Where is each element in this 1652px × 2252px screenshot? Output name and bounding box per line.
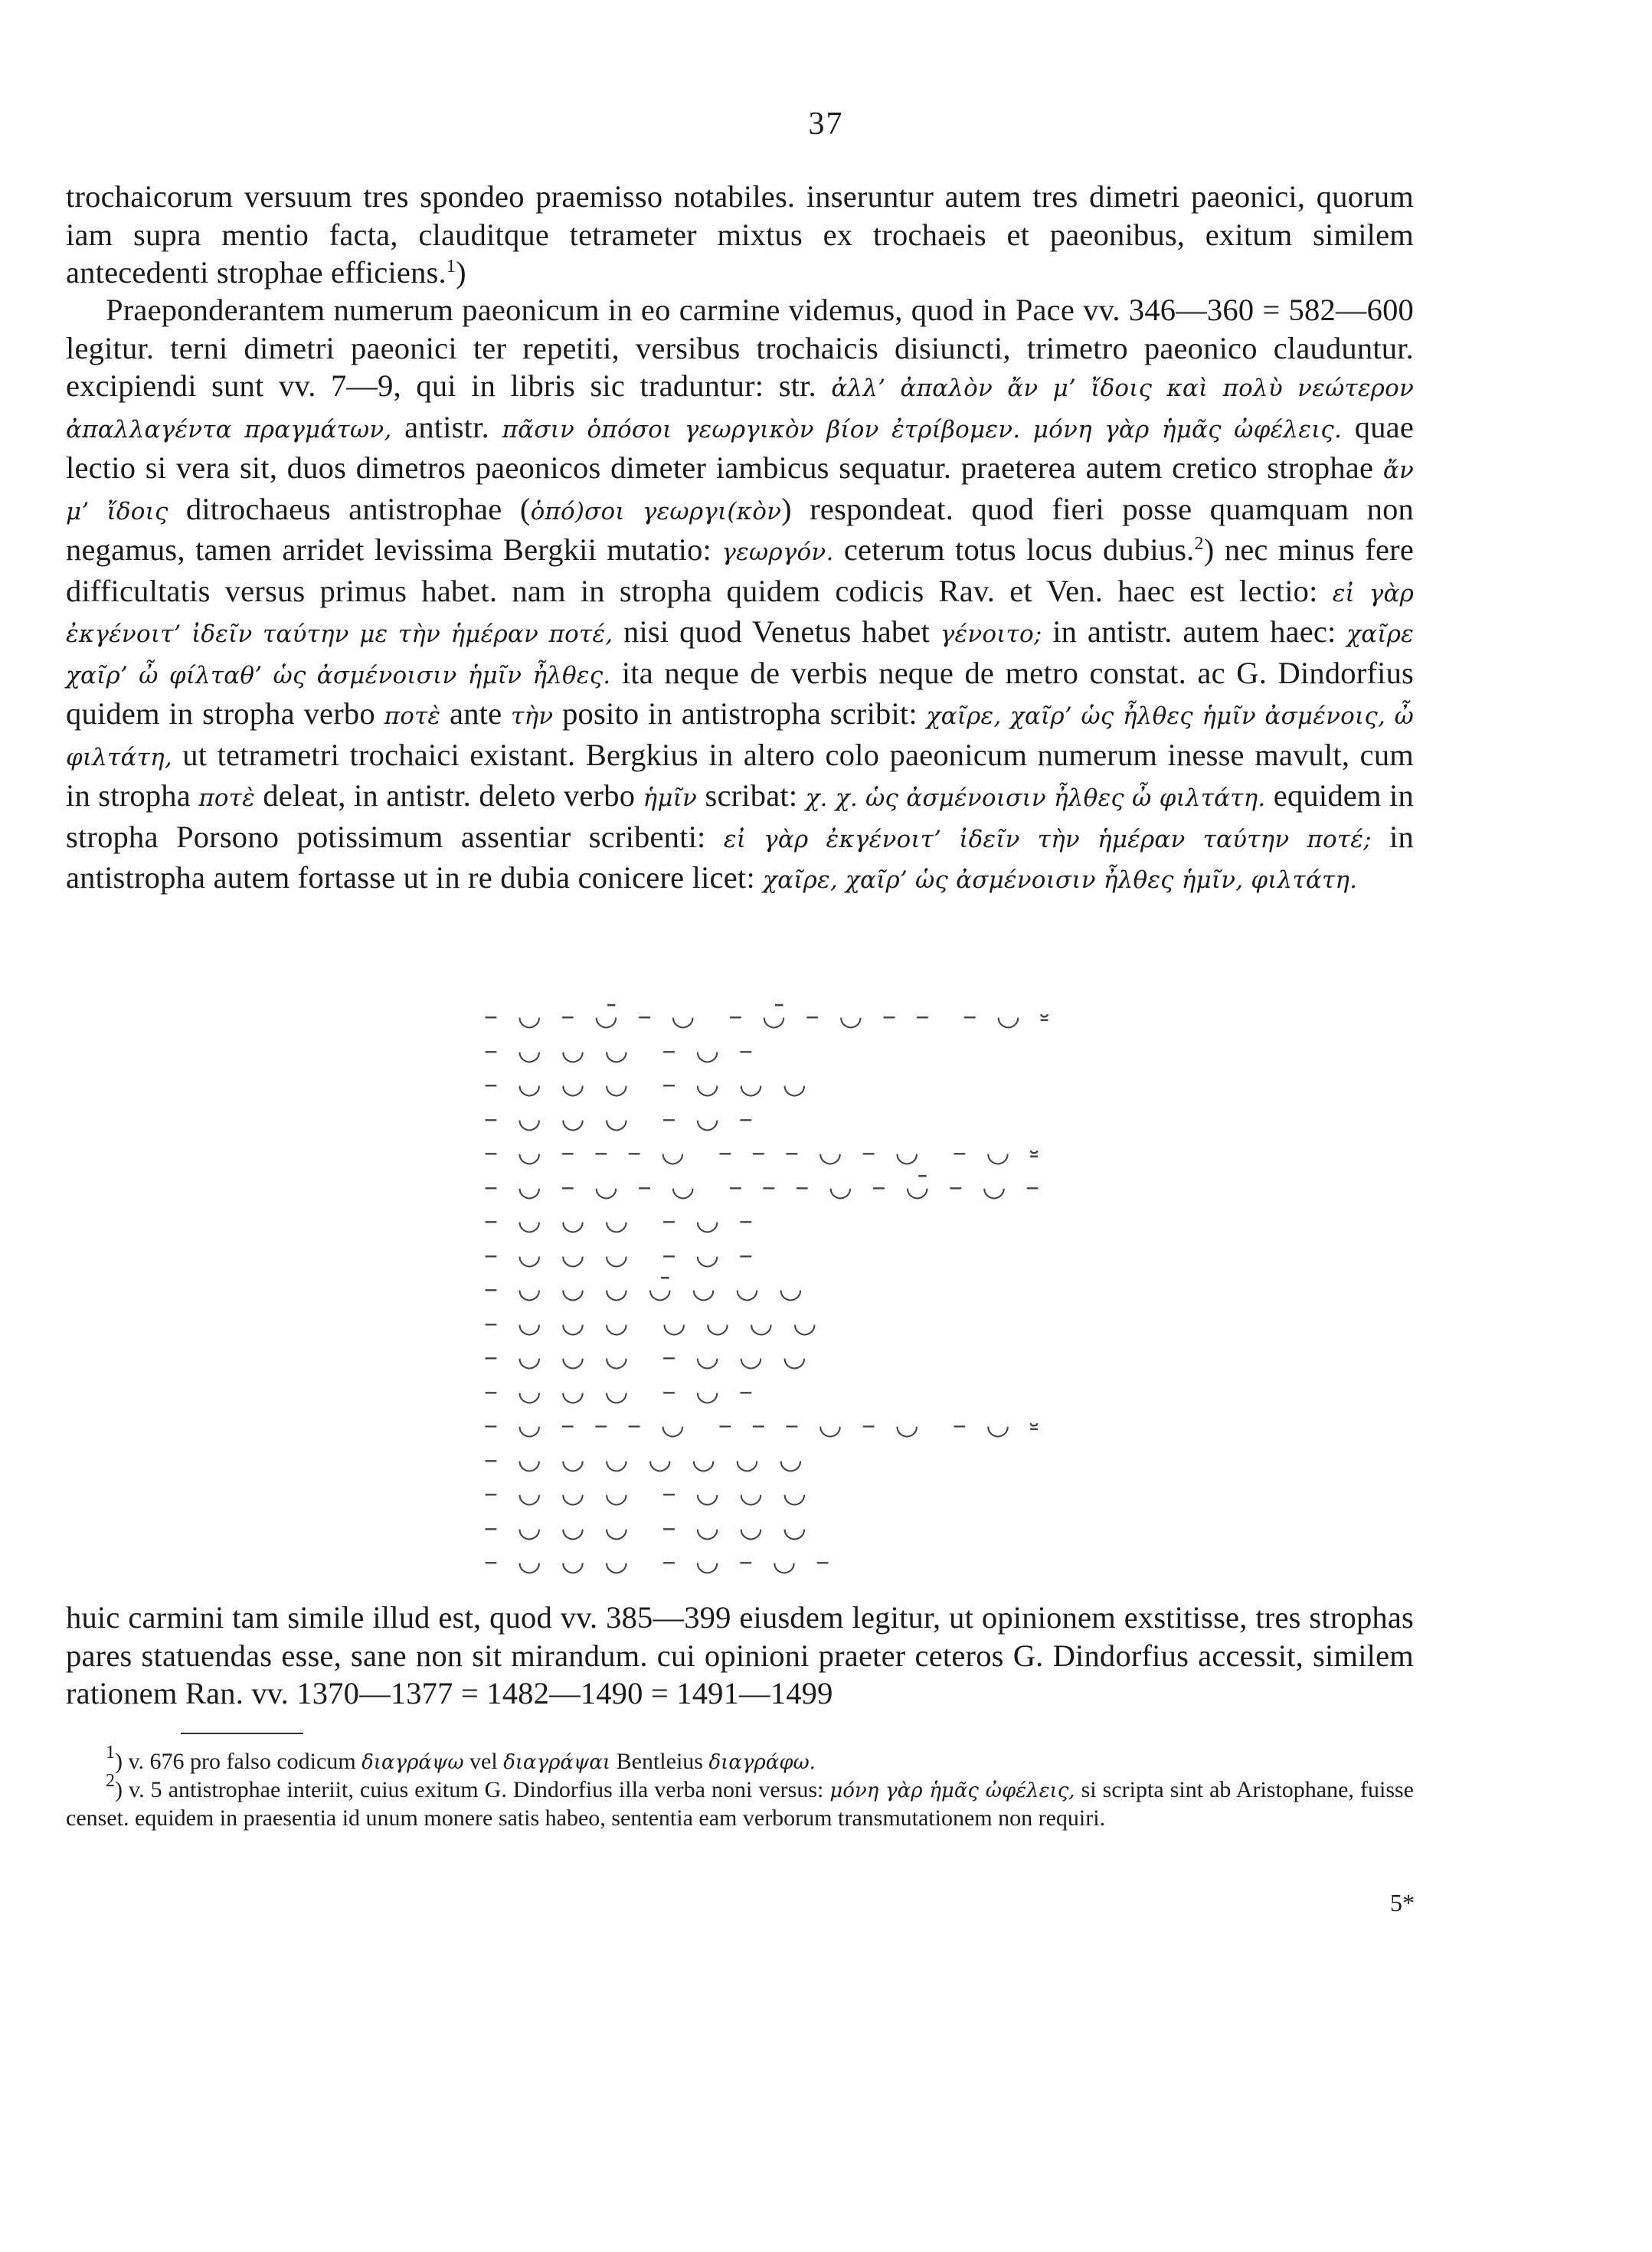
text-run: equidem in stropha Porsono potissimum assentiar scribenti: — [66, 778, 1414, 854]
text-run: quae lectio si vera sit, duos dimetros paeonicos dimeter iambicus sequatur. praeterea autem cretico strophae — [66, 409, 1415, 485]
text-run: antistr. — [391, 409, 502, 444]
greek-quotation: ἀλλ’ ἀπαλὸν ἄν μ’ ἴδοις καὶ πολὺ νεώτερον ἀπαλλαγέντα πραγμάτων, — [66, 375, 1414, 444]
text-run: ) nec minus fere difficultatis versus primus habet. nam in stropha quidem codicis Rav. et Ven. haec est lectio: — [66, 532, 1414, 608]
text-run: Bentleius — [610, 1749, 709, 1774]
page-number: 37 — [808, 106, 844, 142]
scheme-line: – ◡ ◡ ◡ – ◡ – — [484, 1102, 758, 1134]
scheme-line: – ◡ – ◡ – ◡ – – – ◡ – ◡̄ – ◡ – — [484, 1170, 1045, 1203]
text-run: trochaicorum versuum tres spondeo praemisso notabiles. inseruntur autem tres dimetri paeonici, quorum iam supra mentio facta, clauditque tetrameter mixtus ex trochaeis et paeonibus, exitum similem antecedenti strophae efficiens. — [66, 179, 1414, 290]
paragraph-1 — [66, 178, 1414, 292]
text-run: ) respondeat. quod fieri posse quamquam non negamus, tamen arridet levissima Bergkii mutatio: — [66, 491, 1414, 567]
text-run: Praeponderantem numerum paeonicum in eo carmine videmus, quod in Pace vv. 346—360 = 582—600 legitur. terni dimetri paeonici ter repetiti, versibus trochaicis disiuncti, trimetro paeonico clauduntur. excipiendi sunt vv. 7—9, qui in libris sic traduntur: str. — [66, 293, 1414, 403]
greek-quotation: χ. χ. ὡς ἀσμένοισιν ἦλθες ὦ φιλτάτη. — [805, 784, 1266, 812]
footnotes — [66, 1743, 1414, 1832]
scheme-line: – ◡ ◡ ◡ – ◡ – ◡ – — [484, 1546, 836, 1577]
signature-mark: 5* — [1390, 1889, 1415, 1916]
footnote-marker: 1 — [106, 1743, 115, 1763]
greek-quotation: χαῖρε, χαῖρ’ ὡς ἀσμένοισιν ἦλθες ἡμῖν, φιλτάτη. — [763, 866, 1358, 894]
text-run: in antistr. autem haec: — [1042, 614, 1347, 649]
greek-quotation: εἰ γὰρ ἐκγένοιτ’ ἰδεῖν ταύτην με τὴν ἡμέραν ποτέ, — [66, 579, 1415, 648]
text-run: ) — [456, 255, 466, 290]
greek-quotation: εἰ γὰρ ἐκγένοιτ’ ἰδεῖν τὴν ἡμέραν ταύτην ποτέ; — [723, 825, 1372, 853]
text-run: ante — [440, 696, 512, 731]
greek-quotation: ὁπό)σοι γεωργι(κὸν — [530, 497, 782, 525]
text-run: ditrochaeus antistrophae ( — [168, 491, 531, 526]
text-run: deleat, in antistr. deleto verbo — [254, 778, 643, 813]
text-run: nisi quod Venetus habet — [613, 614, 940, 649]
paragraph-2 — [66, 291, 1414, 900]
scheme-line: – ◡ ◡ ◡ ◡̄ ◡ ◡ ◡ — [484, 1273, 808, 1304]
paragraph-2-text — [66, 291, 1414, 900]
greek-quotation: γένοιτο; — [940, 620, 1042, 648]
paragraph-3-text — [66, 1599, 1414, 1713]
paragraph-1-text — [66, 178, 1414, 292]
text-run: ut tetrametri trochaici existant. Bergkius in altero colo paeonicum numerum inesse mavult, cum in stropha — [66, 737, 1414, 813]
scheme-line: – ◡ – – – ◡ – – – ◡ – ◡ – ◡ ⏓ — [484, 1137, 1045, 1168]
metrical-scheme — [484, 1000, 1173, 1579]
scheme-line: – ◡ ◡ ◡ – ◡ – — [484, 1034, 758, 1066]
scheme-line: – ◡ ◡ ◡ – ◡ – — [484, 1239, 758, 1271]
footnote-marker: 2 — [106, 1771, 115, 1791]
text-run: ) v. 676 pro falso codicum — [115, 1749, 362, 1774]
footnote-marker: 2 — [1194, 534, 1204, 554]
text-run: si scripta sint ab Aristophane, fuisse censet. equidem in praesentia id unum monere satis habeo, sententia eam verborum transmutationem non requiri. — [66, 1777, 1414, 1831]
footnote-2 — [66, 1771, 1414, 1832]
scheme-line: – ◡ ◡ ◡ ◡ ◡ ◡ ◡ — [484, 1443, 808, 1475]
scheme-line: – ◡ ◡ ◡ – ◡ ◡ ◡ — [484, 1511, 813, 1543]
scheme-line: – ◡ ◡ ◡ – ◡ ◡ ◡ — [484, 1341, 813, 1373]
text-run: ceterum totus locus dubius. — [833, 532, 1195, 567]
greek-quotation: γεωργόν. — [721, 538, 834, 566]
scheme-line: – ◡ – ◡̄ – ◡ – ◡̄ – ◡ – – – ◡ ⏓ — [484, 1000, 1055, 1032]
greek-quotation: χαῖρε, χαῖρ’ ὡς ἦλθες ἡμῖν ἀσμένοις, ὦ φιλτάτη, — [66, 702, 1414, 771]
text-run: vel — [463, 1749, 504, 1774]
text-run: in antistropha autem fortasse ut in re dubia conicere licet: — [66, 819, 1415, 895]
scheme-line: – ◡ ◡ ◡ – ◡ – — [484, 1375, 758, 1407]
greek-quotation: πᾶσιν ὁπόσοι γεωργικὸν βίον ἐτρίβομεν. μόνη γὰρ ἡμᾶς ὠφέλεις. — [502, 415, 1343, 444]
footnote-divider — [181, 1733, 303, 1734]
text-run: scribat: — [697, 778, 806, 813]
footnote-1 — [66, 1743, 1414, 1776]
greek-quotation: ἄν μ’ ἴδοις — [66, 457, 1414, 525]
greek-quotation: ποτὲ — [384, 702, 441, 730]
greek-quotation: χαῖρε χαῖρ’ ὦ φίλταθ’ ὡς ἀσμένοισιν ἡμῖν ἦλθες. — [66, 620, 1415, 689]
greek-quotation: τὴν — [511, 702, 554, 730]
greek-quotation: ποτὲ — [198, 784, 255, 812]
paragraph-3 — [66, 1599, 1414, 1713]
greek-quotation: μόνη γὰρ ἡμᾶς ὠφέλεις, — [829, 1779, 1075, 1802]
greek-quotation: ἡμῖν — [643, 784, 698, 812]
scheme-line: – ◡ – – – ◡ – – – ◡ – ◡ – ◡ ⏓ — [484, 1409, 1045, 1441]
footnote-marker: 1 — [446, 257, 456, 277]
scheme-line: – ◡ ◡ ◡ – ◡ ◡ ◡ — [484, 1069, 813, 1100]
scheme-line: – ◡ ◡ ◡ – ◡ ◡ ◡ — [484, 1478, 813, 1509]
text-run: ita neque de verbis neque de metro constat. ac G. Dindorfius quidem in stropha verbo — [66, 655, 1414, 731]
text-run: ) v. 5 antistrophae interiit, cuius exitum G. Dindorfius illa verba noni versus: — [115, 1777, 830, 1802]
text-run: posito in antistropha scribit: — [553, 696, 927, 731]
greek-quotation: διαγράψω — [361, 1751, 464, 1774]
greek-quotation: διαγράφω. — [708, 1751, 816, 1774]
scheme-line: – ◡ ◡ ◡ – ◡ – — [484, 1205, 758, 1236]
text-run: huic carmini tam simile illud est, quod vv. 385—399 eiusdem legitur, ut opinionem exstitisse, tres strophas pares statuendas esse, sane non sit mirandum. cui opinioni praeter ceteros G. Dindorfius accessit, similem rationem Ran. vv. 1370—1377 = 1482—1490 = 1491—1499 — [66, 1600, 1414, 1710]
greek-quotation: διαγράψαι — [503, 1751, 611, 1774]
scheme-line: – ◡ ◡ ◡ ◡ ◡ ◡ ◡ — [484, 1307, 823, 1339]
